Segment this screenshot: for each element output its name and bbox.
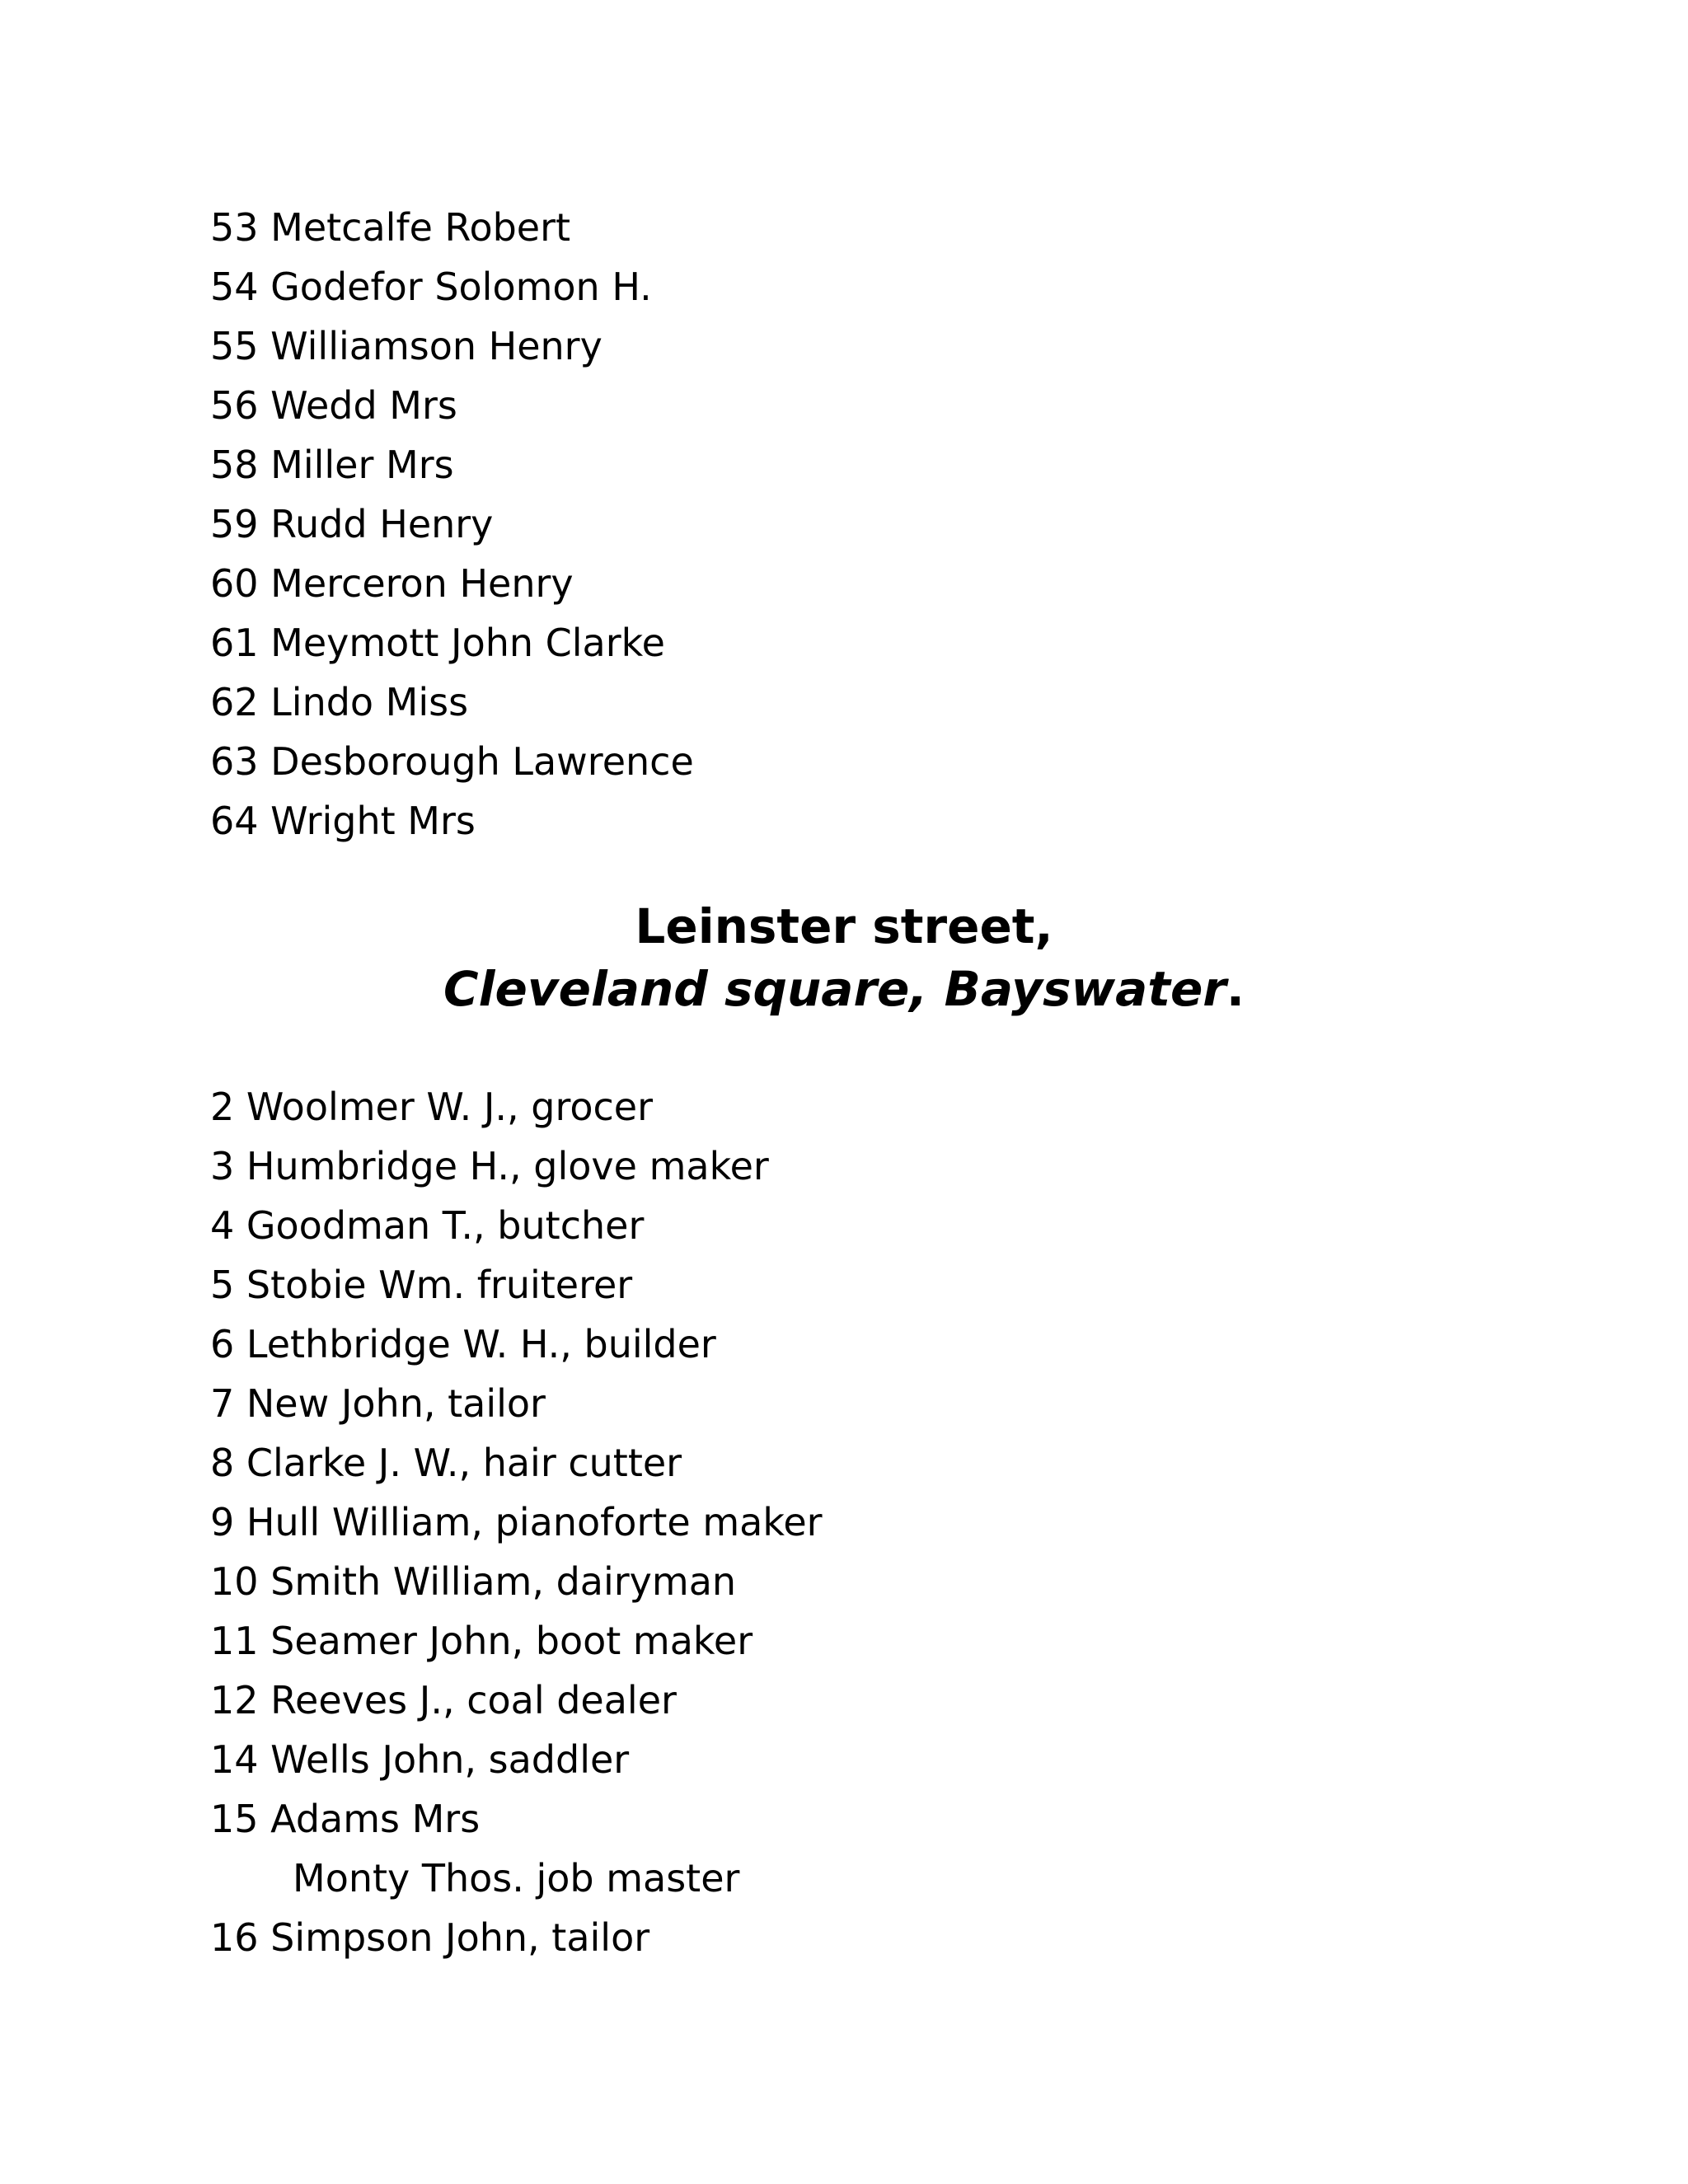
list-item: 12 Reeves J., coal dealer	[210, 1678, 677, 1722]
list-item: 9 Hull William, pianoforte maker	[210, 1500, 823, 1544]
list-item: 58 Miller Mrs	[210, 443, 454, 487]
street-location-italic: Cleveland square, Bayswater	[443, 961, 1226, 1017]
list-item: 2 Woolmer W. J., grocer	[210, 1085, 654, 1129]
list-item: 3 Humbridge H., glove maker	[210, 1144, 769, 1188]
list-item: 14 Wells John, saddler	[210, 1737, 630, 1782]
list-item: 61 Meymott John Clarke	[210, 621, 665, 665]
list-item: 5 Stobie Wm. fruiterer	[210, 1263, 633, 1307]
list-item: 15 Adams Mrs	[210, 1797, 481, 1841]
list-item: 60 Merceron Henry	[210, 561, 574, 606]
list-item: 4 Goodman T., butcher	[210, 1203, 645, 1248]
list-item: 63 Desborough Lawrence	[210, 739, 694, 784]
list-item: 16 Simpson John, tailor	[210, 1915, 650, 1960]
list-item: 6 Lethbridge W. H., builder	[210, 1322, 716, 1366]
list-item: 53 Metcalfe Robert	[210, 205, 571, 250]
street-location-heading	[0, 958, 1688, 1020]
list-item: 59 Rudd Henry	[210, 502, 494, 546]
street-heading	[0, 895, 1688, 1020]
list-item: 64 Wright Mrs	[210, 799, 476, 843]
lower-entry-list	[210, 1077, 823, 1967]
list-item: 54 Godefor Solomon H.	[210, 265, 652, 309]
list-item: 55 Williamson Henry	[210, 324, 603, 368]
list-item: 7 New John, tailor	[210, 1381, 546, 1426]
list-item-continuation: Monty Thos. job master	[293, 1856, 740, 1900]
list-item: 11 Seamer John, boot maker	[210, 1619, 753, 1663]
list-item: 10 Smith William, dairyman	[210, 1559, 737, 1604]
street-location-period: .	[1226, 961, 1245, 1017]
list-item: 8 Clarke J. W., hair cutter	[210, 1441, 682, 1485]
list-item: 62 Lindo Miss	[210, 680, 469, 724]
street-name-heading: Leinster street,	[635, 898, 1053, 954]
upper-entry-list	[210, 198, 694, 851]
list-item: 56 Wedd Mrs	[210, 383, 457, 428]
